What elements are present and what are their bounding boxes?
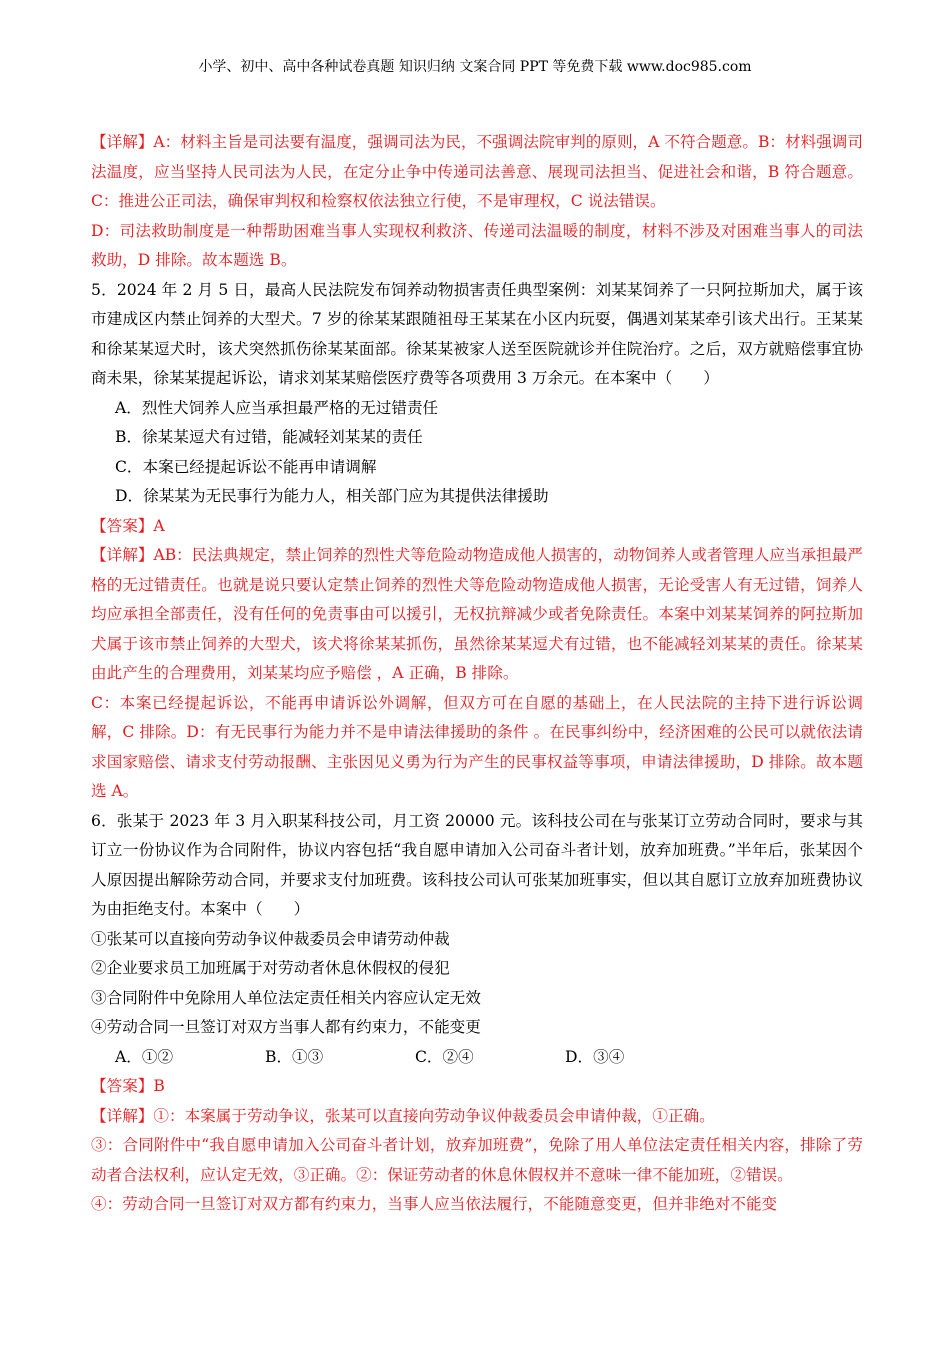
q6-detail-2: ③：合同附件中“我自愿申请加入公司奋斗者计划，放弃加班费”，免除了用人单位法定责任相关内容，排除了劳动者合法权利，应认定无效，③正确。②：保证劳动者的休息休假权并不意味一律不能加班，②错误。 xyxy=(91,1136,863,1184)
q6-choice-a: A．①② xyxy=(115,1047,174,1066)
q6-statement-4: ④劳动合同一旦签订对双方当事人都有约束力，不能变更 xyxy=(91,1018,481,1036)
q6-choices xyxy=(91,1043,863,1073)
q4-detail-cont: D：司法救助制度是一种帮助困难当事人实现权利救济、传递司法温暖的制度，材料不涉及对困难当事人的司法救助，D 排除。故本题选 B。 xyxy=(91,221,863,269)
q5-stem: 5．2024 年 2 月 5 日，最高人民法院发布饲养动物损害责任典型案例：刘某某饲养了一只阿拉斯加犬，属于该市建成区内禁止饲养的大型犬。7 岁的徐某某跟随祖母王某某在小区内玩耍，偶遇刘某某牵引该犬出行。王某某和徐某某逗犬时，该犬突然抓伤徐某某面部。徐某某被家人送至医院就诊并住院治疗。之后，双方就赔偿事宜协商未果，徐某某提起诉讼，请求刘某某赔偿医疗费等各项费用 3 万余元。在本案中（ ） xyxy=(91,280,863,387)
q5-detail-cont: C：本案已经提起诉讼，不能再申请诉讼外调解，但双方可在自愿的基础上，在人民法院的主持下进行诉讼调解，C 排除。D：有无民事行为能力并不是申请法律援助的条件 。在民事纠纷中，经济困难的公民可以就依法请求国家赔偿、请求支付劳动报酬、主张因见义勇为行为产生的民事权益等事项，申请法律援助，D 排除。故本题选 A。 xyxy=(91,693,863,800)
q5-option-c: C．本案已经提起诉讼不能再申请调解 xyxy=(115,457,377,476)
q5-detail: 【详解】AB：民法典规定，禁止饲养的烈性犬等危险动物造成他人损害的，动物饲养人或者管理人应当承担最严格的无过错责任。也就是说只要认定禁止饲养的烈性犬等危险动物造成他人损害，无论受害人有无过错，饲养人均应承担全部责任，没有任何的免责事由可以援引，无权抗辩减少或者免除责任。本案中刘某某饲养的阿拉斯加犬属于该市禁止饲养的大型犬，该犬将徐某某抓伤，虽然徐某某逗犬有过错，也不能减轻刘某某的责任。徐某某由此产生的合理费用，刘某某均应予赔偿 ，A 正确，B 排除。 xyxy=(91,546,863,682)
page-header: 小学、初中、高中各种试卷真题 知识归纳 文案合同 PPT 等免费下载 www.doc985.com xyxy=(198,59,752,75)
q5-option-d: D．徐某某为无民事行为能力人，相关部门应为其提供法律援助 xyxy=(115,487,549,505)
q6-detail-3: ④：劳动合同一旦签订对双方都有约束力，当事人应当依法履行，不能随意变更，但并非绝对不能变 xyxy=(91,1195,778,1213)
q6-choice-d: D．③④ xyxy=(565,1047,625,1066)
q6-detail: 【详解】①：本案属于劳动争议，张某可以直接向劳动争议仲裁委员会申请仲裁，①正确。 xyxy=(91,1106,715,1125)
q6-statement-1: ①张某可以直接向劳动争议仲裁委员会申请劳动仲裁 xyxy=(91,929,450,948)
document-body xyxy=(91,128,863,1220)
q4-detail: 【详解】A：材料主旨是司法要有温度，强调司法为民，不强调法院审判的原则，A 不符合题意。B：材料强调司法温度，应当坚持人民司法为人民，在定分止争中传递司法善意、展现司法担当、促进社会和谐，B 符合题意。C：推进公正司法，确保审判权和检察权依法独立行使，不是审理权，C 说法错误。 xyxy=(91,133,863,210)
q5-option-a: A．烈性犬饲养人应当承担最严格的无过错责任 xyxy=(115,398,439,417)
q5-option-b: B．徐某某逗犬有过错，能减轻刘某某的责任 xyxy=(115,428,423,446)
q6-choice-b: B．①③ xyxy=(265,1047,324,1066)
q6-choice-c: C．②④ xyxy=(415,1047,474,1066)
q6-answer: 【答案】B xyxy=(91,1077,165,1095)
q6-statement-3: ③合同附件中免除用人单位法定责任相关内容应认定无效 xyxy=(91,988,481,1007)
q5-answer: 【答案】A xyxy=(91,516,165,535)
q6-stem: 6．张某于 2023 年 3 月入职某科技公司，月工资 20000 元。该科技公司在与张某订立劳动合同时，要求与其订立一份协议作为合同附件，协议内容包括“我自愿申请加入公司奋斗者计划，放弃加班费。”半年后，张某因个人原因提出解除劳动合同，并要求支付加班费。该科技公司认可张某加班事实，但以其自愿订立放弃加班费协议为由拒绝支付。本案中（ ） xyxy=(91,811,863,918)
q6-statement-2: ②企业要求员工加班属于对劳动者休息休假权的侵犯 xyxy=(91,959,450,977)
